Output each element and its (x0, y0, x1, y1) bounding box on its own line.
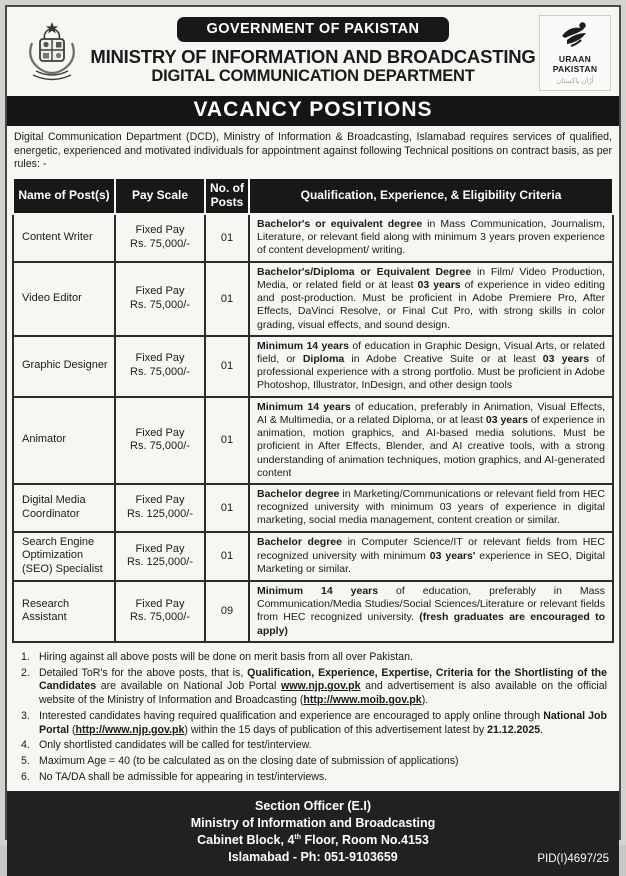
post-name-cell: Video Editor (13, 262, 115, 336)
note-item (13, 739, 611, 753)
post-name-cell: Digital Media Coordinator (13, 484, 115, 532)
criteria-cell: Bachelor's/Diploma or Equivalent Degree in Film/ Video Production, Media, or related field or at least 03 years of experience in video editing and post-production. Must be proficient in Adobe Premiere Pro, After Effects, DaVinci Resolve, or Final Cut Pro, with strong skills in color grading, visual effects, and sound design. (249, 262, 613, 336)
pid-number: PID(I)4697/25 (537, 852, 609, 865)
post-name-cell: Graphic Designer (13, 336, 115, 397)
criteria-cell: Bachelor degree in Computer Science/IT or relevant fields from HEC recognized university with minimum 03 years' experience in SEO, Digital Marketing or similar. (249, 532, 613, 581)
post-name-cell: Search Engine Optimization (SEO) Specialist (13, 532, 115, 581)
note-text: No TA/DA shall be admissible for appearing in test/interviews. (39, 770, 328, 783)
notes-list (7, 646, 619, 791)
no-of-posts-cell: 01 (205, 397, 249, 484)
footer-bar (7, 791, 619, 876)
table-row (13, 214, 613, 262)
no-of-posts-cell: 01 (205, 214, 249, 262)
pay-scale-cell: Fixed Pay Rs. 75,000/- (115, 397, 205, 484)
criteria-cell: Minimum 14 years of education in Graphic Design, Visual Arts, or related field, or Diploma in Adobe Creative Suite or at least 03 years of professional experience with a strong portfolio. Must be proficient in Adobe Photoshop, Illustrator, InDesign, and other design tools (249, 336, 613, 397)
col-header-no-of-posts: No. of Posts (205, 178, 249, 214)
ministry-title: MINISTRY OF INFORMATION AND BROADCASTING (90, 46, 536, 67)
post-name-cell: Research Assistant (13, 581, 115, 642)
note-number: 6. (21, 770, 30, 783)
pay-scale-cell: Fixed Pay Rs. 75,000/- (115, 214, 205, 262)
note-number: 2. (21, 666, 30, 679)
uraan-logo-label: URAAN PAKISTAN (552, 54, 598, 74)
department-title: DIGITAL COMMUNICATION DEPARTMENT (151, 67, 475, 86)
pakistan-state-emblem-icon (17, 15, 87, 83)
criteria-cell: Minimum 14 years of education, preferably in Mass Communication/Media Studies/Social Sciences/Literature or relevant fields from HEC recognized university. (fresh graduates are encouraged to apply) (249, 581, 613, 642)
no-of-posts-cell: 01 (205, 262, 249, 336)
criteria-cell: Minimum 14 years of education, preferably in Animation, Visual Effects, AI & Multimedia, or a related Diploma, or at least 03 years of experience in animation, motion graphics, and AI-based media solutions. Must be proficient in After Effects, Blender, and AI creative tools, with a strong understanding of animation techniques, motion graphics, and AI-generated content (249, 397, 613, 484)
vacancy-table (12, 177, 614, 642)
pay-scale-cell: Fixed Pay Rs. 75,000/- (115, 581, 205, 642)
footer-contact-lines (15, 798, 611, 867)
note-item (13, 771, 611, 785)
table-row (13, 484, 613, 532)
note-text: Detailed ToR's for the above posts, that is, Qualification, Experience, Expertise, Criteria for the Shortlisting of the Candidates are available on National Job Portal www.njp.gov.pk and advertisement is also available on the official website of the Ministry of Information and Broadcasting (http://www.moib.gov.pk). (39, 666, 607, 707)
note-item (13, 710, 611, 738)
no-of-posts-cell: 01 (205, 484, 249, 532)
post-name-cell: Content Writer (13, 214, 115, 262)
table-row (13, 336, 613, 397)
pay-scale-cell: Fixed Pay Rs. 125,000/- (115, 532, 205, 581)
note-text: Interested candidates having required qualification and experience are encouraged to apply online through National Job Portal (http://www.njp.gov.pk) within the 15 days of publication of this advertisement latest by 21.12.2025. (39, 709, 607, 736)
vacancy-positions-title-bar: VACANCY POSITIONS (7, 96, 619, 126)
note-text: Maximum Age = 40 (to be calculated as on the closing date of submission of applications) (39, 755, 459, 768)
footer-line: Section Officer (E.I) (255, 798, 371, 813)
col-header-post-name: Name of Post(s) (13, 178, 115, 214)
note-number: 1. (21, 650, 30, 663)
note-number: 3. (21, 709, 30, 722)
table-row (13, 397, 613, 484)
government-banner: GOVERNMENT OF PAKISTAN (177, 17, 450, 42)
table-row (13, 262, 613, 336)
note-item (13, 755, 611, 769)
footer-line: Cabinet Block, 4th Floor, Room No.4153 (197, 833, 429, 848)
header (7, 7, 619, 96)
table-row (13, 581, 613, 642)
uraan-pakistan-logo (539, 15, 611, 91)
pay-scale-cell: Fixed Pay Rs. 125,000/- (115, 484, 205, 532)
no-of-posts-cell: 09 (205, 581, 249, 642)
note-text: Only shortlisted candidates will be called for test/interview. (39, 739, 312, 752)
col-header-criteria: Qualification, Experience, & Eligibility Criteria (249, 178, 613, 214)
criteria-cell: Bachelor degree in Marketing/Communications or relevant field from HEC recognized university with minimum 03 years of experience in digital marketing, social media management, content creation or similar. (249, 484, 613, 532)
no-of-posts-cell: 01 (205, 532, 249, 581)
note-item (13, 667, 611, 708)
note-item (13, 651, 611, 665)
uraan-logo-urdu-text: اُڑان پاکستان (556, 77, 594, 85)
note-text: Hiring against all above posts will be done on merit basis from all over Pakistan. (39, 650, 413, 663)
footer-line: Islamabad - Ph: 051-9103659 (228, 850, 398, 865)
criteria-cell: Bachelor's or equivalent degree in Mass Communication, Journalism, Literature, or relevant field along with minimum 3 years proven experience of content development/ writing. (249, 214, 613, 262)
pay-scale-cell: Fixed Pay Rs. 75,000/- (115, 336, 205, 397)
advertisement-border-frame (5, 5, 621, 865)
header-titles (87, 15, 539, 87)
col-header-pay-scale: Pay Scale (115, 178, 205, 214)
intro-paragraph: Digital Communication Department (DCD), Ministry of Information & Broadcasting, Islamabad requires services of qualified, energetic, experienced and motivated individuals for appointment against following Technical positions on contract basis, as per rules: - (14, 130, 612, 171)
bird-icon (558, 20, 592, 50)
post-name-cell: Animator (13, 397, 115, 484)
vacancy-table-body (13, 214, 613, 642)
no-of-posts-cell: 01 (205, 336, 249, 397)
vacancy-table-header (13, 178, 613, 214)
pay-scale-cell: Fixed Pay Rs. 75,000/- (115, 262, 205, 336)
footer-line: Ministry of Information and Broadcasting (190, 815, 436, 830)
note-number: 5. (21, 755, 30, 768)
table-row (13, 532, 613, 581)
note-number: 4. (21, 739, 30, 752)
